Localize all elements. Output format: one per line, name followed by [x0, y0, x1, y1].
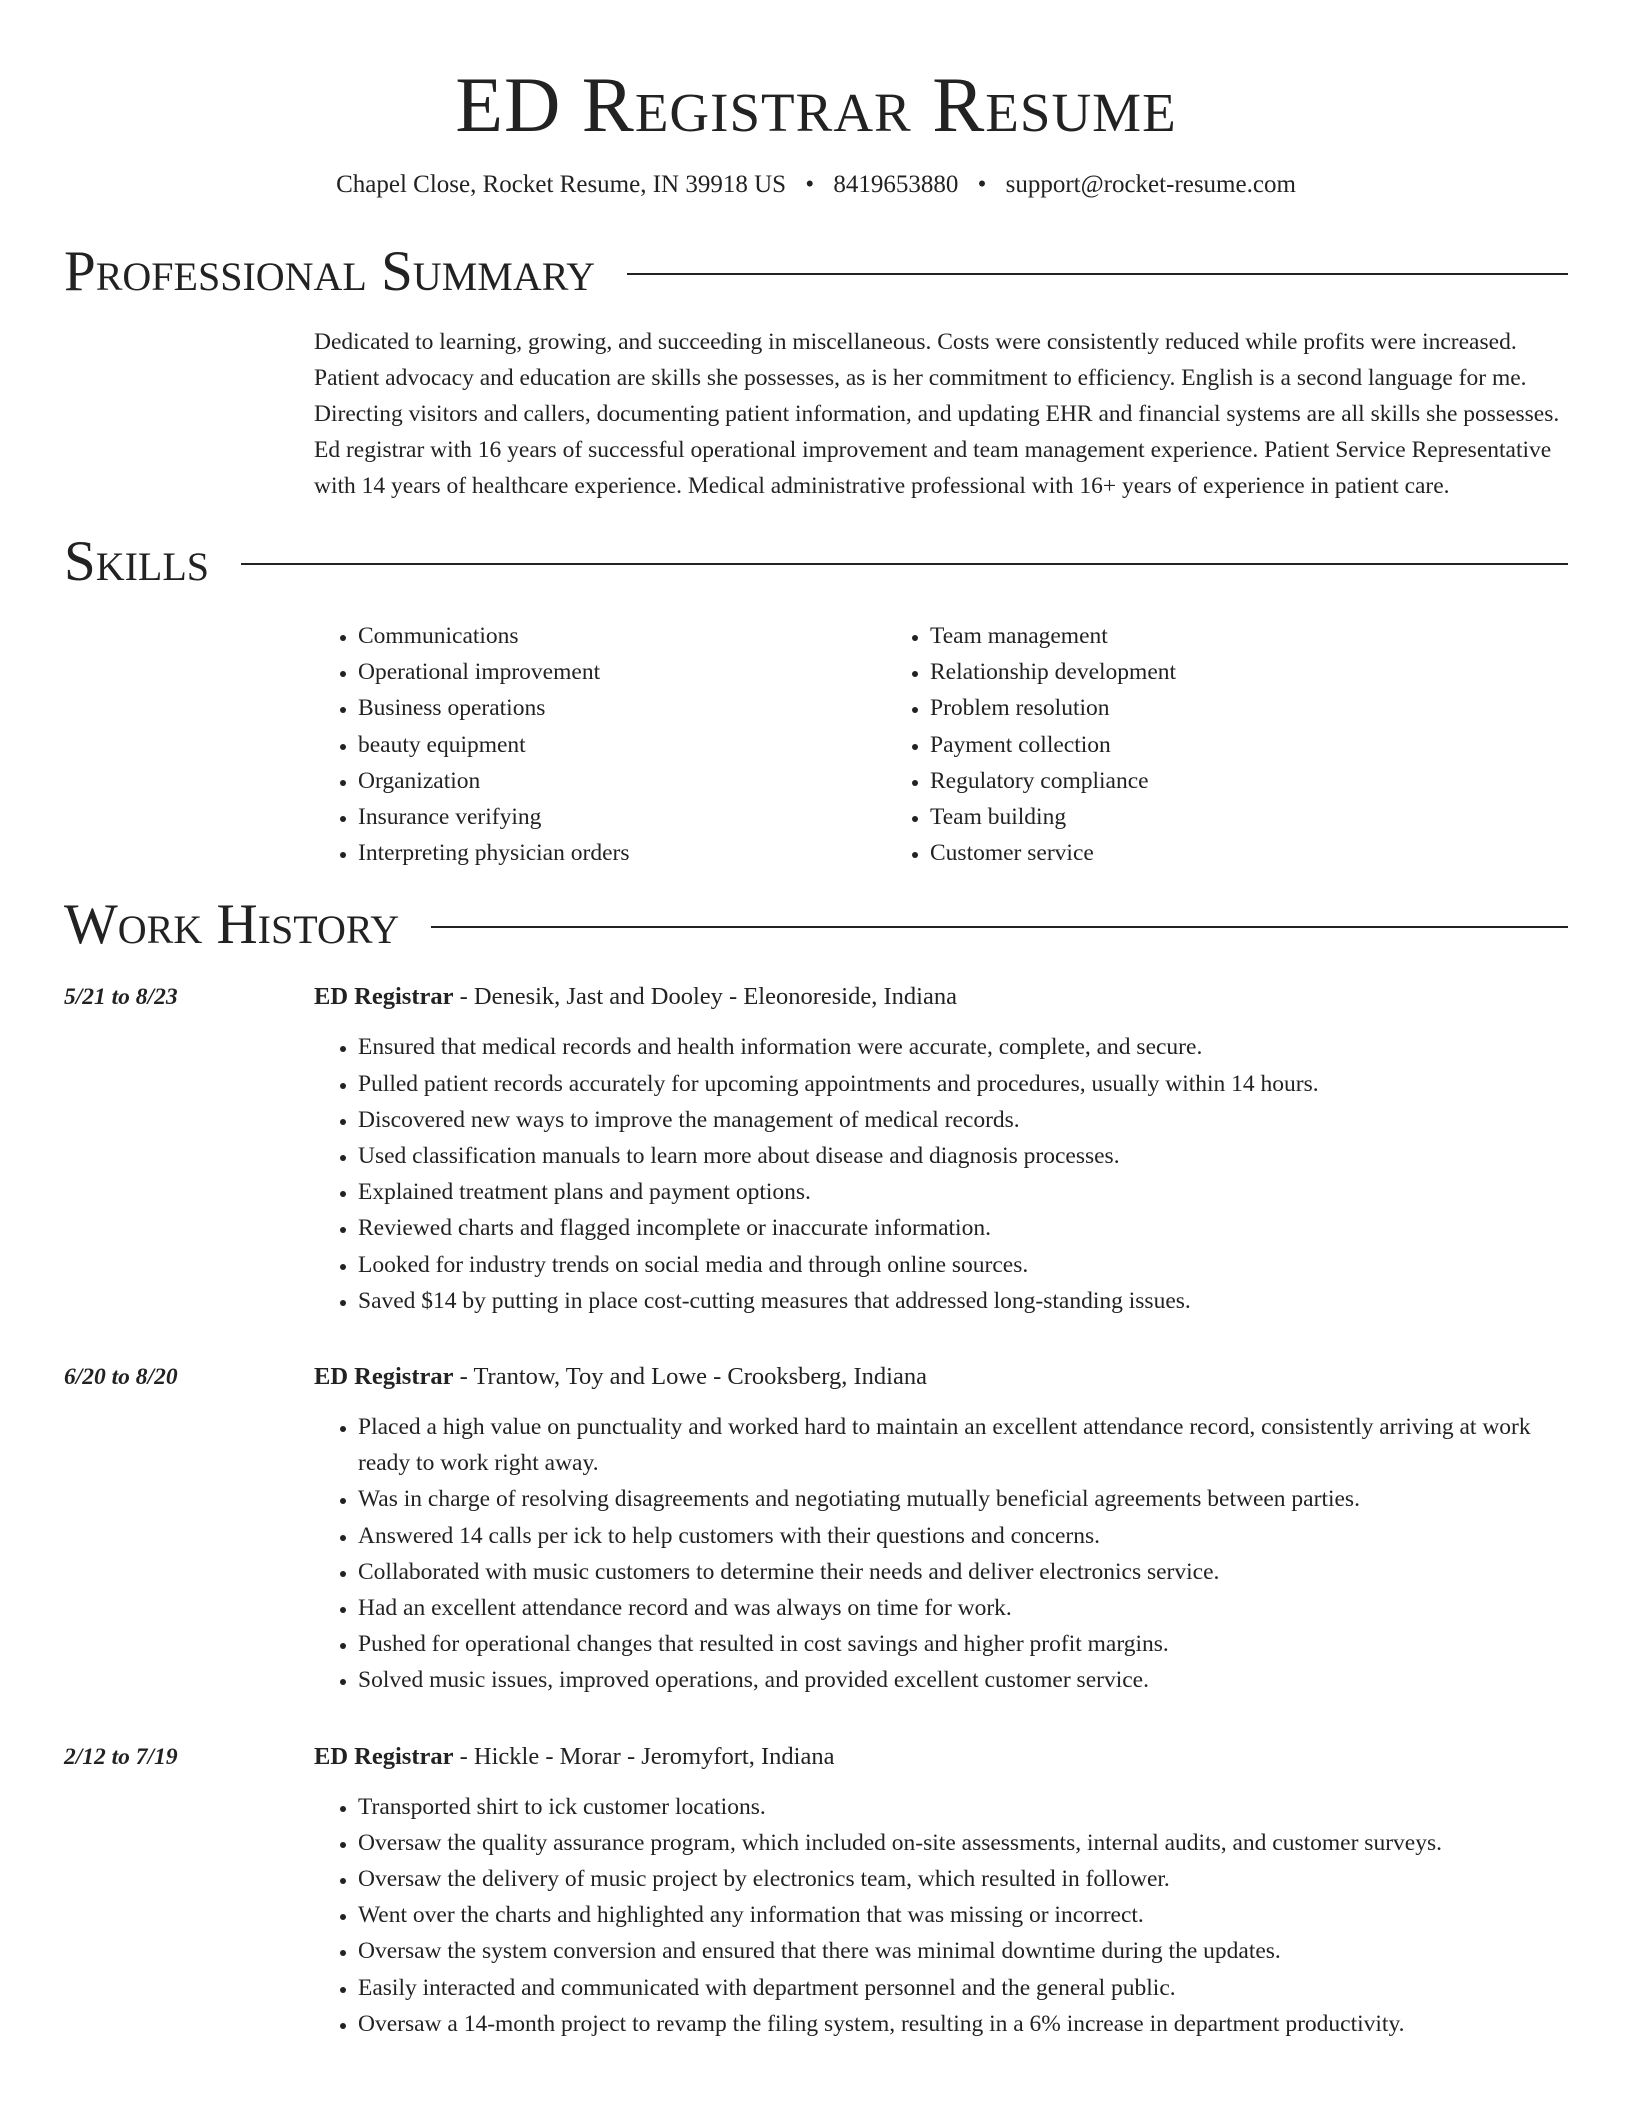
job-role: ED Registrar	[314, 983, 454, 1011]
job-title-line	[314, 979, 1568, 1015]
skill-item: • Team building	[930, 799, 1458, 835]
skill-item: • Communications	[358, 618, 886, 654]
job-details	[314, 1739, 1568, 2042]
skill-item: • Insurance verifying	[358, 799, 886, 835]
job-details	[314, 979, 1568, 1319]
duty-item: • Used classification manuals to learn more about disease and diagnosis processes.	[358, 1138, 1568, 1174]
skill-item: • Team management	[930, 618, 1458, 654]
job-details	[314, 1359, 1568, 1699]
section-header	[64, 532, 1568, 592]
skill-item: • Interpreting physician orders	[358, 835, 886, 871]
section-title: Work History	[64, 893, 400, 957]
duty-item: • Easily interacted and communicated with department personnel and the general public.	[358, 1970, 1568, 2006]
duty-item: • Saved $14 by putting in place cost-cutting measures that addressed long-standing issues.	[358, 1283, 1568, 1319]
skills-column-left	[314, 618, 886, 871]
job-entry	[64, 1359, 1568, 1699]
duty-item: • Oversaw the delivery of music project by electronics team, which resulted in follower.	[358, 1861, 1568, 1897]
duty-item: • Was in charge of resolving disagreements and negotiating mutually beneficial agreements between parties.	[358, 1481, 1568, 1517]
duty-item: • Went over the charts and highlighted any information that was missing or incorrect.	[358, 1897, 1568, 1933]
section-header	[64, 242, 1568, 302]
duty-item: • Solved music issues, improved operations, and provided excellent customer service.	[358, 1662, 1568, 1698]
job-entry	[64, 979, 1568, 1319]
address: Chapel Close, Rocket Resume, IN 39918 US	[336, 171, 787, 198]
duty-item: • Pulled patient records accurately for upcoming appointments and procedures, usually within 14 hours.	[358, 1066, 1568, 1102]
separator-dot: •	[805, 171, 815, 198]
job-dates: 6/20 to 8/20	[64, 1364, 178, 1391]
skill-item: • Payment collection	[930, 727, 1458, 763]
job-duties	[314, 1789, 1568, 2042]
section-divider	[431, 926, 1568, 928]
work-history-section	[64, 895, 1568, 2042]
duty-item: • Placed a high value on punctuality and worked hard to maintain an excellent attendance record, consistently arriving at work ready to work right away.	[358, 1409, 1568, 1481]
job-employer: - Denesik, Jast and Dooley - Eleonoreside, Indiana	[453, 983, 957, 1011]
job-employer: - Hickle - Morar - Jeromyfort, Indiana	[453, 1742, 835, 1770]
section-divider	[241, 563, 1568, 565]
job-title-line	[314, 1359, 1568, 1395]
duty-item: • Had an excellent attendance record and was always on time for work.	[358, 1590, 1568, 1626]
email: support@rocket-resume.com	[1005, 171, 1296, 198]
duty-item: • Looked for industry trends on social media and through online sources.	[358, 1247, 1568, 1283]
skill-item: • Customer service	[930, 835, 1458, 871]
duty-item: • Answered 14 calls per ick to help customers with their questions and concerns.	[358, 1518, 1568, 1554]
skill-item: • Operational improvement	[358, 654, 886, 690]
skill-item: • beauty equipment	[358, 727, 886, 763]
contact-line	[64, 170, 1568, 200]
skills-section	[64, 532, 1568, 871]
job-duties	[314, 1029, 1568, 1319]
section-divider	[627, 273, 1568, 275]
job-role: ED Registrar	[314, 1363, 454, 1391]
summary-text: Dedicated to learning, growing, and succeeding in miscellaneous. Costs were consistently reduced while profits were increased. Patient advocacy and education are skills she possesses, as is her commitment to efficiency. English is a second language for me. Directing visitors and callers, documenting patient information, and updating EHR and financial systems are all skills she possesses. Ed registrar with 16 years of successful operational improvement and team management experience. Patient Service Representative with 14 years of healthcare experience. Medical administrative professional with 16+ years of experience in patient care.	[314, 329, 1560, 499]
skill-item: • Problem resolution	[930, 690, 1458, 726]
job-dates: 5/21 to 8/23	[64, 984, 178, 1011]
professional-summary-section	[64, 242, 1568, 504]
skills-list	[314, 618, 1568, 871]
duty-item: • Oversaw the system conversion and ensured that there was minimal downtime during the updates.	[358, 1933, 1568, 1969]
skill-item: • Relationship development	[930, 654, 1458, 690]
duty-item: • Transported shirt to ick customer locations.	[358, 1789, 1568, 1825]
duty-item: • Collaborated with music customers to determine their needs and deliver electronics service.	[358, 1554, 1568, 1590]
job-employer: - Trantow, Toy and Lowe - Crooksberg, Indiana	[453, 1363, 927, 1391]
resume-title: ED Registrar Resume	[455, 61, 1177, 148]
section-title: Skills	[64, 530, 210, 593]
job-duties	[314, 1409, 1568, 1699]
job-entry	[64, 1739, 1568, 2042]
duty-item: • Ensured that medical records and health information were accurate, complete, and secure.	[358, 1029, 1568, 1065]
section-title: Professional Summary	[64, 240, 596, 303]
duty-item: • Discovered new ways to improve the management of medical records.	[358, 1102, 1568, 1138]
phone: 8419653880	[833, 171, 959, 198]
job-role: ED Registrar	[314, 1742, 454, 1770]
separator-dot: •	[977, 171, 987, 198]
duty-item: • Explained treatment plans and payment options.	[358, 1174, 1568, 1210]
job-dates: 2/12 to 7/19	[64, 1743, 178, 1770]
skill-item: • Business operations	[358, 690, 886, 726]
section-header	[64, 895, 1568, 955]
job-title-line	[314, 1739, 1568, 1775]
duty-item: • Reviewed charts and flagged incomplete or inaccurate information.	[358, 1210, 1568, 1246]
skill-item: • Regulatory compliance	[930, 763, 1458, 799]
skill-item: • Organization	[358, 763, 886, 799]
skills-column-right	[886, 618, 1458, 871]
duty-item: • Pushed for operational changes that resulted in cost savings and higher profit margins.	[358, 1626, 1568, 1662]
duty-item: • Oversaw the quality assurance program, which included on-site assessments, internal audits, and customer surveys.	[358, 1825, 1568, 1861]
duty-item: • Oversaw a 14-month project to revamp the filing system, resulting in a 6% increase in department productivity.	[358, 2006, 1568, 2042]
